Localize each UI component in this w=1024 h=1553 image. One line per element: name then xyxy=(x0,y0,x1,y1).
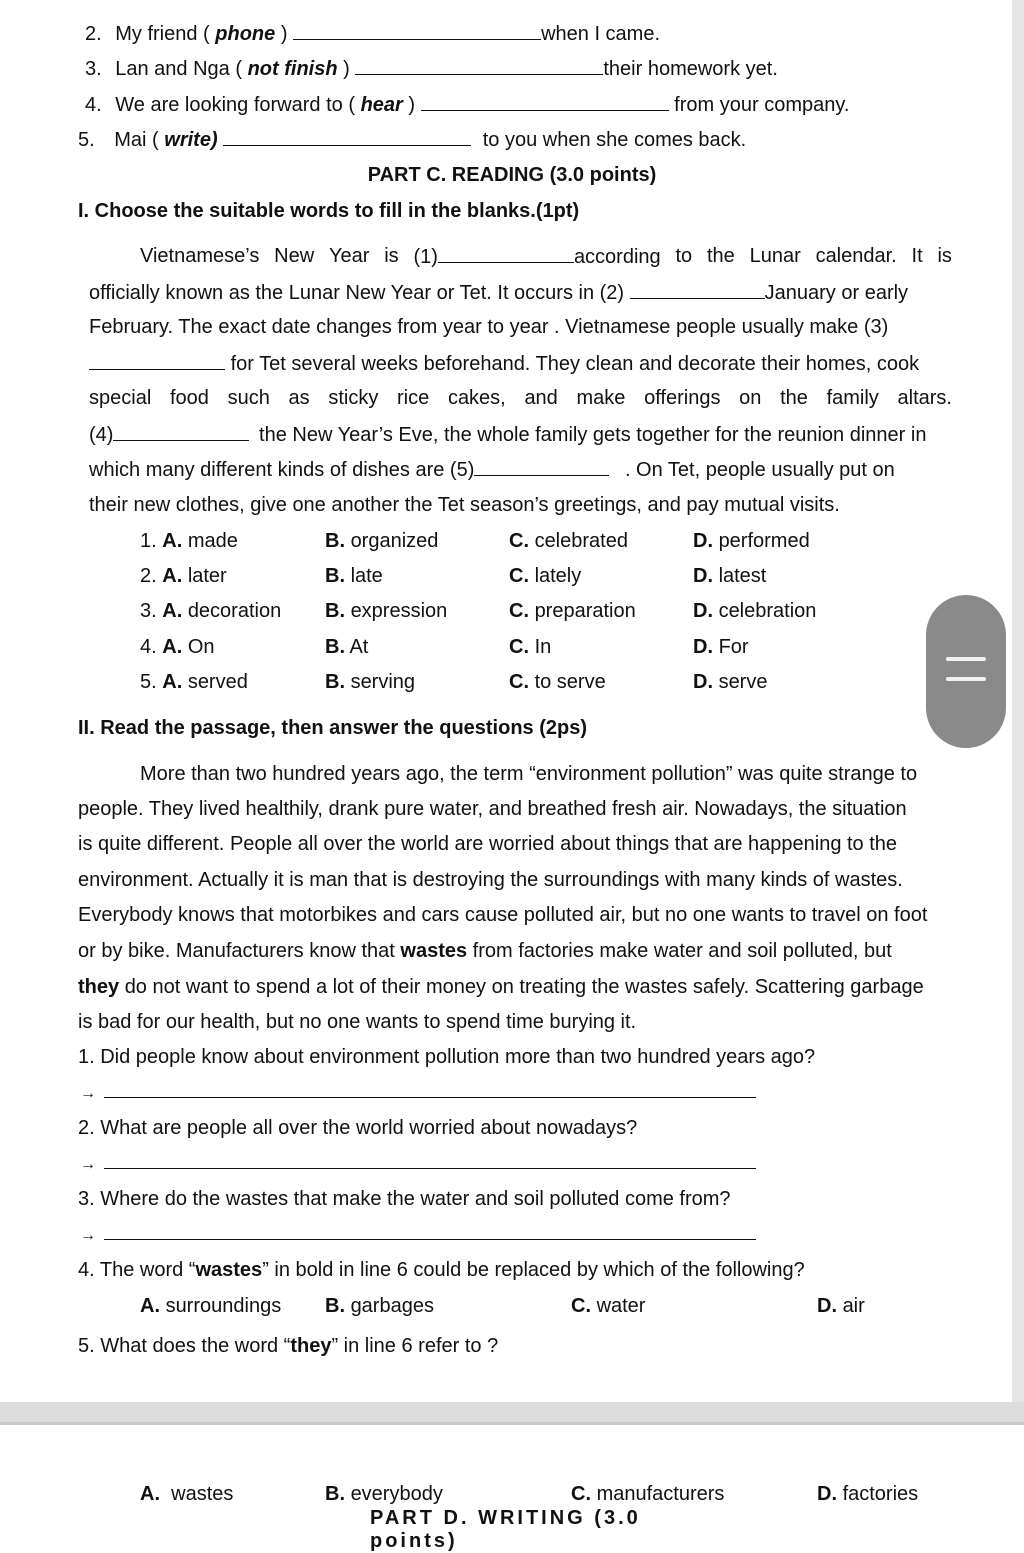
part-c-title: PART C. READING (3.0 points) xyxy=(367,164,657,186)
option-b[interactable]: B. expression xyxy=(325,600,448,622)
option-b[interactable]: B. serving xyxy=(325,671,416,693)
question-1: 1. Did people know about environment pollution more than two hundred years ago? xyxy=(78,1046,816,1068)
passage-text: the New Year’s Eve, the whole family gets together for the reunion dinner in xyxy=(259,424,927,446)
q5-option-b[interactable]: B. everybody xyxy=(325,1483,443,1505)
verb-hint: write) xyxy=(164,129,218,151)
option-d[interactable]: D. For xyxy=(693,636,749,658)
answer-line[interactable] xyxy=(104,1154,756,1169)
answer-blank[interactable] xyxy=(438,244,574,263)
option-d[interactable]: D. serve xyxy=(693,671,768,693)
question-text: their homework yet. xyxy=(603,58,778,80)
word: sticky xyxy=(328,387,379,409)
word: is xyxy=(384,245,399,267)
option-a[interactable]: 5. A. served xyxy=(140,671,248,693)
answer-line[interactable] xyxy=(104,1225,756,1240)
q4-option-d[interactable]: D. air xyxy=(817,1295,865,1317)
answer-blank[interactable] xyxy=(223,127,471,146)
passage-line-5 xyxy=(89,386,952,410)
word: family xyxy=(826,387,879,409)
word: special xyxy=(89,387,152,409)
bold-word-wastes: wastes xyxy=(400,940,468,962)
question-number: 3. xyxy=(85,58,102,80)
blank-number: (1) xyxy=(413,246,438,268)
passage-line-7 xyxy=(89,457,895,482)
reading-line-6: or by bike. Manufacturers know that wastes from factories make water and soil polluted, but xyxy=(78,940,892,962)
grip-line-icon xyxy=(946,657,986,661)
word: to xyxy=(675,245,693,267)
passage-line-3: February. The exact date changes from year to year . Vietnamese people usually make (3) xyxy=(89,316,889,338)
answer-blank[interactable] xyxy=(355,56,603,75)
grip-line-icon xyxy=(946,677,986,681)
passage-text: January or early xyxy=(764,282,909,304)
reading-line-4: environment. Actually it is man that is destroying the surroundings with many kinds of wastes. xyxy=(78,869,903,891)
word: on xyxy=(739,387,762,409)
option-c[interactable]: C. In xyxy=(509,636,552,658)
question-text: My friend ( xyxy=(115,23,210,45)
word: offerings xyxy=(644,387,721,409)
option-b[interactable]: B. late xyxy=(325,565,383,587)
q5-option-a[interactable]: A. wastes xyxy=(140,1483,234,1505)
reading-line-1: More than two hundred years ago, the term “environment pollution” was quite strange to xyxy=(140,763,918,785)
word: It xyxy=(911,245,923,267)
passage-text: for Tet several weeks beforehand. They clean and decorate their homes, cook xyxy=(230,353,920,375)
question-3: 3. Where do the wastes that make the water and soil polluted come from? xyxy=(78,1188,731,1210)
word: Year xyxy=(328,245,370,267)
q5-option-c[interactable]: C. manufacturers xyxy=(571,1483,725,1505)
answer-blank[interactable] xyxy=(474,457,609,476)
arrow-icon: → xyxy=(80,1156,96,1173)
word: according xyxy=(573,246,661,268)
option-b[interactable]: B. organized xyxy=(325,530,439,552)
word: such xyxy=(227,387,270,409)
question-text: ) xyxy=(280,23,288,45)
reading-line-2: people. They lived healthily, drank pure water, and breathed fresh air. Nowadays, the situation xyxy=(78,798,907,820)
blank-number: (4) xyxy=(89,424,114,446)
option-a[interactable]: 2. A. later xyxy=(140,565,227,587)
reading-line-7: they do not want to spend a lot of their money on treating the wastes safely. Scattering garbage xyxy=(78,976,924,998)
question-text: We are looking forward to ( xyxy=(115,94,355,116)
partb-q5 xyxy=(78,127,746,152)
word: the xyxy=(780,387,808,409)
word: and xyxy=(524,387,558,409)
passage-line-6 xyxy=(89,422,926,447)
answer-blank[interactable] xyxy=(89,351,225,370)
verb-hint: phone xyxy=(215,23,276,45)
word: altars. xyxy=(897,387,952,409)
section-2-heading: II. Read the passage, then answer the questions (2ps) xyxy=(78,717,588,739)
option-d[interactable]: D. latest xyxy=(693,565,767,587)
partb-q3 xyxy=(85,56,778,81)
word: Lunar xyxy=(749,245,801,267)
answer-row-1[interactable] xyxy=(80,1080,756,1106)
partb-q4 xyxy=(85,92,849,117)
option-a[interactable]: 4. A. On xyxy=(140,636,215,658)
question-5: 5. What does the word “they” in line 6 refer to ? xyxy=(78,1335,499,1357)
reading-line-5: Everybody knows that motorbikes and cars cause polluted air, but no one wants to travel on foot xyxy=(78,904,928,926)
scroll-handle[interactable] xyxy=(926,595,1006,748)
q5-option-d[interactable]: D. factories xyxy=(817,1483,919,1505)
question-2: 2. What are people all over the world worried about nowadays? xyxy=(78,1117,638,1139)
verb-hint: hear xyxy=(360,94,403,116)
partb-q2 xyxy=(85,21,660,46)
question-number: 4. xyxy=(85,94,102,116)
page-edge xyxy=(1012,0,1024,1405)
bold-word-they: they xyxy=(78,976,120,998)
answer-line[interactable] xyxy=(104,1083,756,1098)
verb-hint: not finish xyxy=(247,58,338,80)
question-4: 4. The word “wastes” in bold in line 6 could be replaced by which of the following? xyxy=(78,1259,805,1281)
passage-text: which many different kinds of dishes are (5) xyxy=(89,459,475,481)
q4-option-c[interactable]: C. water xyxy=(571,1295,646,1317)
question-text: ) xyxy=(408,94,416,116)
word: New xyxy=(274,245,315,267)
answer-row-2[interactable] xyxy=(80,1151,756,1177)
option-d[interactable]: D. performed xyxy=(693,530,810,552)
page-separator xyxy=(0,1402,1024,1422)
question-number: 2. xyxy=(85,23,102,45)
word: cakes, xyxy=(447,387,506,409)
passage-text: . On Tet, people usually put on xyxy=(624,459,895,481)
question-text: Mai ( xyxy=(114,129,159,151)
option-c[interactable]: C. to serve xyxy=(509,671,606,693)
word: make xyxy=(576,387,626,409)
word: as xyxy=(288,387,310,409)
answer-blank[interactable] xyxy=(421,92,669,111)
question-text: from your company. xyxy=(674,94,850,116)
answer-blank[interactable] xyxy=(293,21,541,40)
question-number: 5. xyxy=(78,129,95,151)
word: Vietnamese’s xyxy=(140,245,260,267)
answer-blank[interactable] xyxy=(630,280,765,299)
word: calendar. xyxy=(815,245,897,267)
question-text: Lan and Nga ( xyxy=(115,58,243,80)
question-text: when I came. xyxy=(541,23,661,45)
reading-line-8: is bad for our health, but no one wants to spend time burying it. xyxy=(78,1011,637,1033)
answer-row-3[interactable] xyxy=(80,1222,756,1248)
option-c[interactable]: C. celebrated xyxy=(509,530,628,552)
part-d-title-cut: PART D. WRITING (3.0 points) xyxy=(370,1507,641,1552)
question-text: ) xyxy=(343,58,350,80)
word: the xyxy=(706,245,735,267)
option-a[interactable]: 1. A. made xyxy=(140,530,238,552)
passage-line-4 xyxy=(89,351,919,376)
q4-option-a[interactable]: A. surroundings xyxy=(140,1295,282,1317)
answer-blank[interactable] xyxy=(113,422,249,441)
section-1-heading: I. Choose the suitable words to fill in the blanks.(1pt) xyxy=(78,200,580,222)
passage-text: officially known as the Lunar New Year or Tet. It occurs in (2) xyxy=(89,282,625,304)
option-c[interactable]: C. lately xyxy=(509,565,582,587)
arrow-icon: → xyxy=(80,1085,96,1102)
passage-line-2 xyxy=(89,280,908,305)
arrow-icon: → xyxy=(80,1227,96,1244)
word: is xyxy=(937,245,952,267)
option-a[interactable]: 3. A. decoration xyxy=(140,600,282,622)
passage-line-1 xyxy=(140,244,952,269)
option-d[interactable]: D. celebration xyxy=(693,600,817,622)
passage-line-8: their new clothes, give one another the Tet season’s greetings, and pay mutual visits. xyxy=(89,494,840,516)
word: rice xyxy=(397,387,430,409)
page-separator-line xyxy=(0,1422,1024,1425)
question-text: to you when she comes back. xyxy=(482,129,747,151)
option-c[interactable]: C. preparation xyxy=(509,600,636,622)
option-b[interactable]: B. At xyxy=(325,636,369,658)
reading-line-3: is quite different. People all over the world are worried about things that are happening to the xyxy=(78,833,898,855)
q4-option-b[interactable]: B. garbages xyxy=(325,1295,434,1317)
word: food xyxy=(169,387,209,409)
